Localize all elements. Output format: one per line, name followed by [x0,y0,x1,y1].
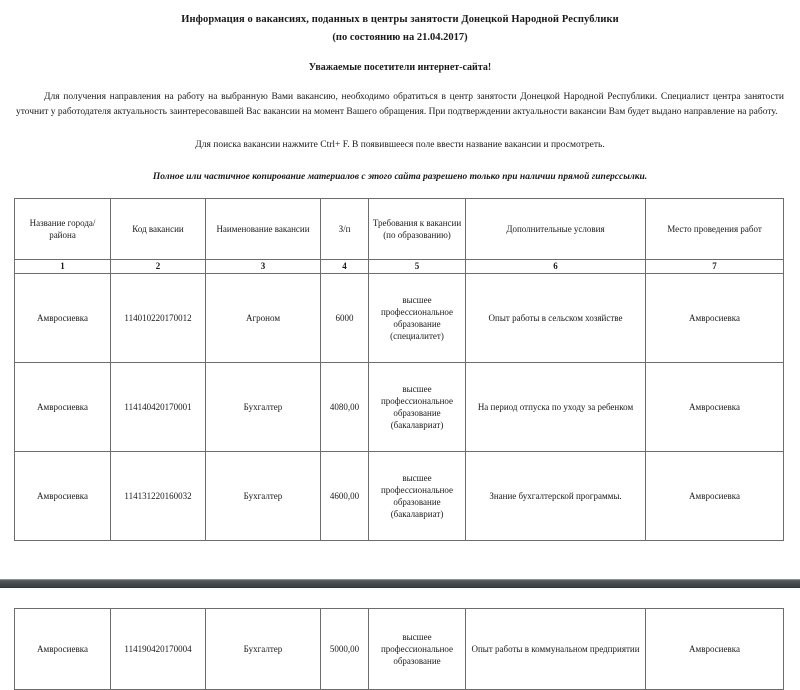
cell-code: 114190420170004 [111,608,206,689]
page-break-separator [0,579,800,588]
column-number-6: 6 [466,259,646,273]
vacancies-table-wrapper [0,198,800,541]
cell-salary: 6000 [321,273,369,362]
column-number-5: 5 [369,259,466,273]
cell-code: 114010220170012 [111,273,206,362]
page-top-margin [0,588,800,608]
vacancies-table-next-page-wrapper [0,608,800,690]
column-number-2: 2 [111,259,206,273]
cell-name: Бухгалтер [206,608,321,689]
cell-city: Амвросиевка [15,608,111,689]
cell-name: Бухгалтер [206,362,321,451]
cell-place: Амвросиевка [646,451,784,540]
column-number-7: 7 [646,259,784,273]
table-row [15,273,784,362]
column-header-education: Требования к вакансии (по образованию) [369,198,466,259]
cell-place: Амвросиевка [646,273,784,362]
cell-name: Бухгалтер [206,451,321,540]
page-bottom-margin [0,541,800,579]
table-header [15,198,784,273]
column-header-name: Наименование вакансии [206,198,321,259]
cell-salary: 4080,00 [321,362,369,451]
column-header-code: Код вакансии [111,198,206,259]
page-title: Информация о вакансиях, поданных в центры занятости Донецкой Народной Республики [181,14,619,25]
cell-education: высшее профессиональное образование (бакалавриат) [369,451,466,540]
cell-conditions: На период отпуска по уходу за ребенком [466,362,646,451]
table-row [15,608,784,689]
column-header-conditions: Дополнительные условия [466,198,646,259]
column-header-place: Место проведения работ [646,198,784,259]
cell-city: Амвросиевка [15,451,111,540]
table-body-next-page [15,608,784,689]
greeting-text: Уважаемые посетители интернет-сайта! [308,62,492,74]
vacancies-table [14,198,784,541]
cell-conditions: Знание бухгалтерской программы. [466,451,646,540]
cell-education: высшее профессиональное образование [369,608,466,689]
page-subtitle: (по состоянию на 21.04.2017) [332,32,468,44]
table-column-number-row [15,259,784,273]
column-number-3: 3 [206,259,321,273]
cell-conditions: Опыт работы в коммунальном предприятии [466,608,646,689]
cell-code: 114140420170001 [111,362,206,451]
column-header-city: Название города/района [15,198,111,259]
cell-salary: 4600,00 [321,451,369,540]
table-body [15,273,784,540]
vacancies-table-next-page [14,608,784,690]
cell-conditions: Опыт работы в сельском хозяйстве [466,273,646,362]
table-row [15,451,784,540]
cell-salary: 5000,00 [321,608,369,689]
cell-education: высшее профессиональное образование (специалитет) [369,273,466,362]
instructions-paragraph: Для получения направления на работу на выбранную Вами вакансию, необходимо обратиться в центр занятости Донецкой Народной Республики. Специалист центра занятости уточнит у работодателя актуальность заинтересовавшей Вас вакансии на момент Вашего обращения. При подтверждении актуальности вакансии Вам будет выдано направление на работу. [16,92,784,118]
cell-city: Амвросиевка [15,362,111,451]
column-number-1: 1 [15,259,111,273]
table-row [15,362,784,451]
column-number-4: 4 [321,259,369,273]
copyright-notice: Полное или частичное копирование материалов с этого сайта разрешено только при наличии прямой гиперссылки. [152,171,648,182]
cell-city: Амвросиевка [15,273,111,362]
intro-block [0,0,800,182]
search-hint-text: Для поиска вакансии нажмите Ctrl+ F. В появившееся поле ввести название вакансии и просмотреть. [195,139,605,150]
cell-name: Агроном [206,273,321,362]
cell-code: 114131220160032 [111,451,206,540]
table-header-row [15,198,784,259]
cell-education: высшее профессиональное образование (бакалавриат) [369,362,466,451]
cell-place: Амвросиевка [646,362,784,451]
column-header-salary: З/п [321,198,369,259]
cell-place: Амвросиевка [646,608,784,689]
